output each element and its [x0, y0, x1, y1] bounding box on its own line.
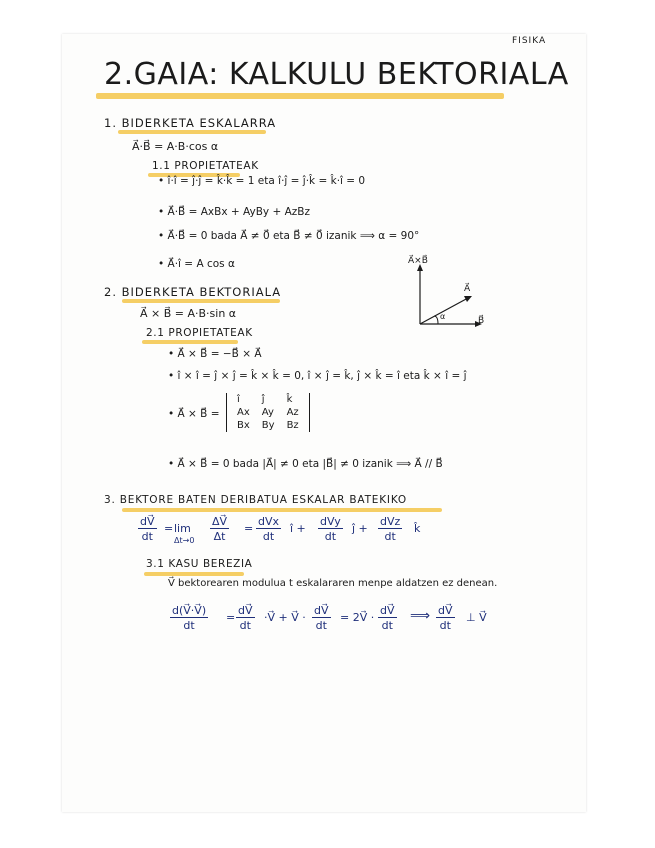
- s1-property-2: • A⃗·B⃗ = AxBx + AyBy + AzBz: [158, 206, 310, 218]
- product-term: ·V⃗ + V⃗ ·: [264, 611, 306, 624]
- s2-subheading: 2.1 PROPIETATEAK: [146, 327, 253, 339]
- implies-arrow: ⟹: [410, 608, 431, 624]
- i-unit: î +: [290, 522, 306, 535]
- det-cell: By: [261, 420, 275, 431]
- s3-highlight: [122, 508, 442, 512]
- dvz-fraction: dVz dt: [380, 515, 401, 543]
- double-term: = 2V⃗ ·: [340, 611, 375, 624]
- s1-property-4: • A⃗·î = A cos α: [158, 258, 235, 270]
- diagram-axb-label: A⃗×B⃗: [408, 256, 428, 266]
- s2-property-4: • A⃗ × B⃗ = 0 bada |A⃗| ≠ 0 eta |B⃗| ≠ 0 izanik ⟹ A⃗ // B⃗: [168, 458, 443, 470]
- det-cell: î: [237, 394, 240, 405]
- diagram-a-label: A⃗: [464, 284, 471, 294]
- s1-property-3: • A⃗·B⃗ = 0 bada A⃗ ≠ 0⃗ eta B⃗ ≠ 0⃗ izanik ⟹ α = 90°: [158, 230, 420, 242]
- k-unit: k̂: [414, 522, 421, 535]
- dv-fraction-d: $\frac{dV⃗}{dt}$: [438, 604, 453, 632]
- det-cell: Ay: [261, 407, 274, 418]
- s3-heading: 3. BEKTORE BATEN DERIBATUA ESKALAR BATEKIKO: [104, 494, 407, 506]
- det-cell: Bx: [237, 420, 250, 431]
- s3-case-text: V⃗ bektorearen modulua t eskalararen menpe aldatzen ez denean.: [168, 578, 498, 589]
- s2-property-2: • î × î = ĵ × ĵ = k̂ × k̂ = 0, î × ĵ = k̂, ĵ × k̂ = î eta k̂ × î = ĵ: [168, 370, 467, 382]
- eq-sign-2: =: [244, 522, 254, 535]
- dv-fraction-b: $\frac{dV⃗}{dt}$: [314, 604, 329, 632]
- dvv-fraction: $\frac{d(V⃗\cdot V⃗)}{dt}$: [172, 604, 207, 632]
- dvy-fraction: dVy dt: [320, 515, 341, 543]
- delta-fraction: $\frac{\Delta V⃗}{\Delta t}$: [212, 515, 228, 543]
- dv-dt-fraction: $\frac{dV⃗}{dt}$: [140, 515, 155, 543]
- det-cell: Az: [286, 407, 299, 418]
- j-unit: ĵ +: [352, 522, 368, 535]
- limit-subscript: Δt→0: [174, 536, 195, 545]
- s1-definition: A⃗·B⃗ = A·B·cos α: [132, 140, 219, 153]
- limit-label: lim: [174, 522, 191, 535]
- corner-label: FISIKA: [512, 36, 547, 46]
- s1-subheading: 1.1 PROPIETATEAK: [152, 160, 259, 172]
- dvx-fraction: dVx dt: [258, 515, 280, 543]
- eq-sign-3: =: [226, 611, 236, 624]
- s1-heading: 1. BIDERKETA ESKALARRA: [104, 116, 277, 130]
- title-highlight: [96, 93, 504, 99]
- det-cell: Bz: [286, 420, 299, 431]
- s3-sub-highlight: [144, 572, 244, 576]
- s2-property-3: • A⃗ × B⃗ =: [168, 408, 220, 420]
- det-cell: Ax: [237, 407, 250, 418]
- cross-product-diagram: [408, 256, 498, 336]
- s2-highlight: [122, 299, 280, 303]
- s2-property-1: • A⃗ × B⃗ = −B⃗ × A⃗: [168, 348, 262, 360]
- determinant-matrix: [226, 393, 310, 432]
- s1-property-1: • î·î = ĵ·ĵ = k̂·k̂ = 1 eta î·ĵ = ĵ·k̂ = k̂·î = 0: [158, 175, 366, 187]
- dv-fraction-a: $\frac{dV⃗}{dt}$: [238, 604, 253, 632]
- diagram-b-label: B⃗: [478, 316, 485, 326]
- page-title: 2.GAIA: KALKULU BEKTORIALA: [104, 57, 569, 92]
- s1-highlight: [118, 130, 266, 134]
- det-cell: ĵ: [261, 394, 265, 405]
- dv-fraction-c: $\frac{dV⃗}{dt}$: [380, 604, 395, 632]
- diagram-alpha-label: α: [440, 312, 446, 321]
- eq-sign-1: =: [164, 522, 174, 535]
- s3-subheading: 3.1 KASU BEREZIA: [146, 558, 253, 570]
- s2-definition: A⃗ × B⃗ = A·B·sin α: [140, 307, 237, 320]
- det-cell: k̂: [286, 394, 293, 405]
- s2-heading: 2. BIDERKETA BEKTORIALA: [104, 285, 282, 299]
- s2-sub-highlight: [142, 340, 238, 344]
- perpendicular-term: ⊥ V⃗: [466, 611, 487, 624]
